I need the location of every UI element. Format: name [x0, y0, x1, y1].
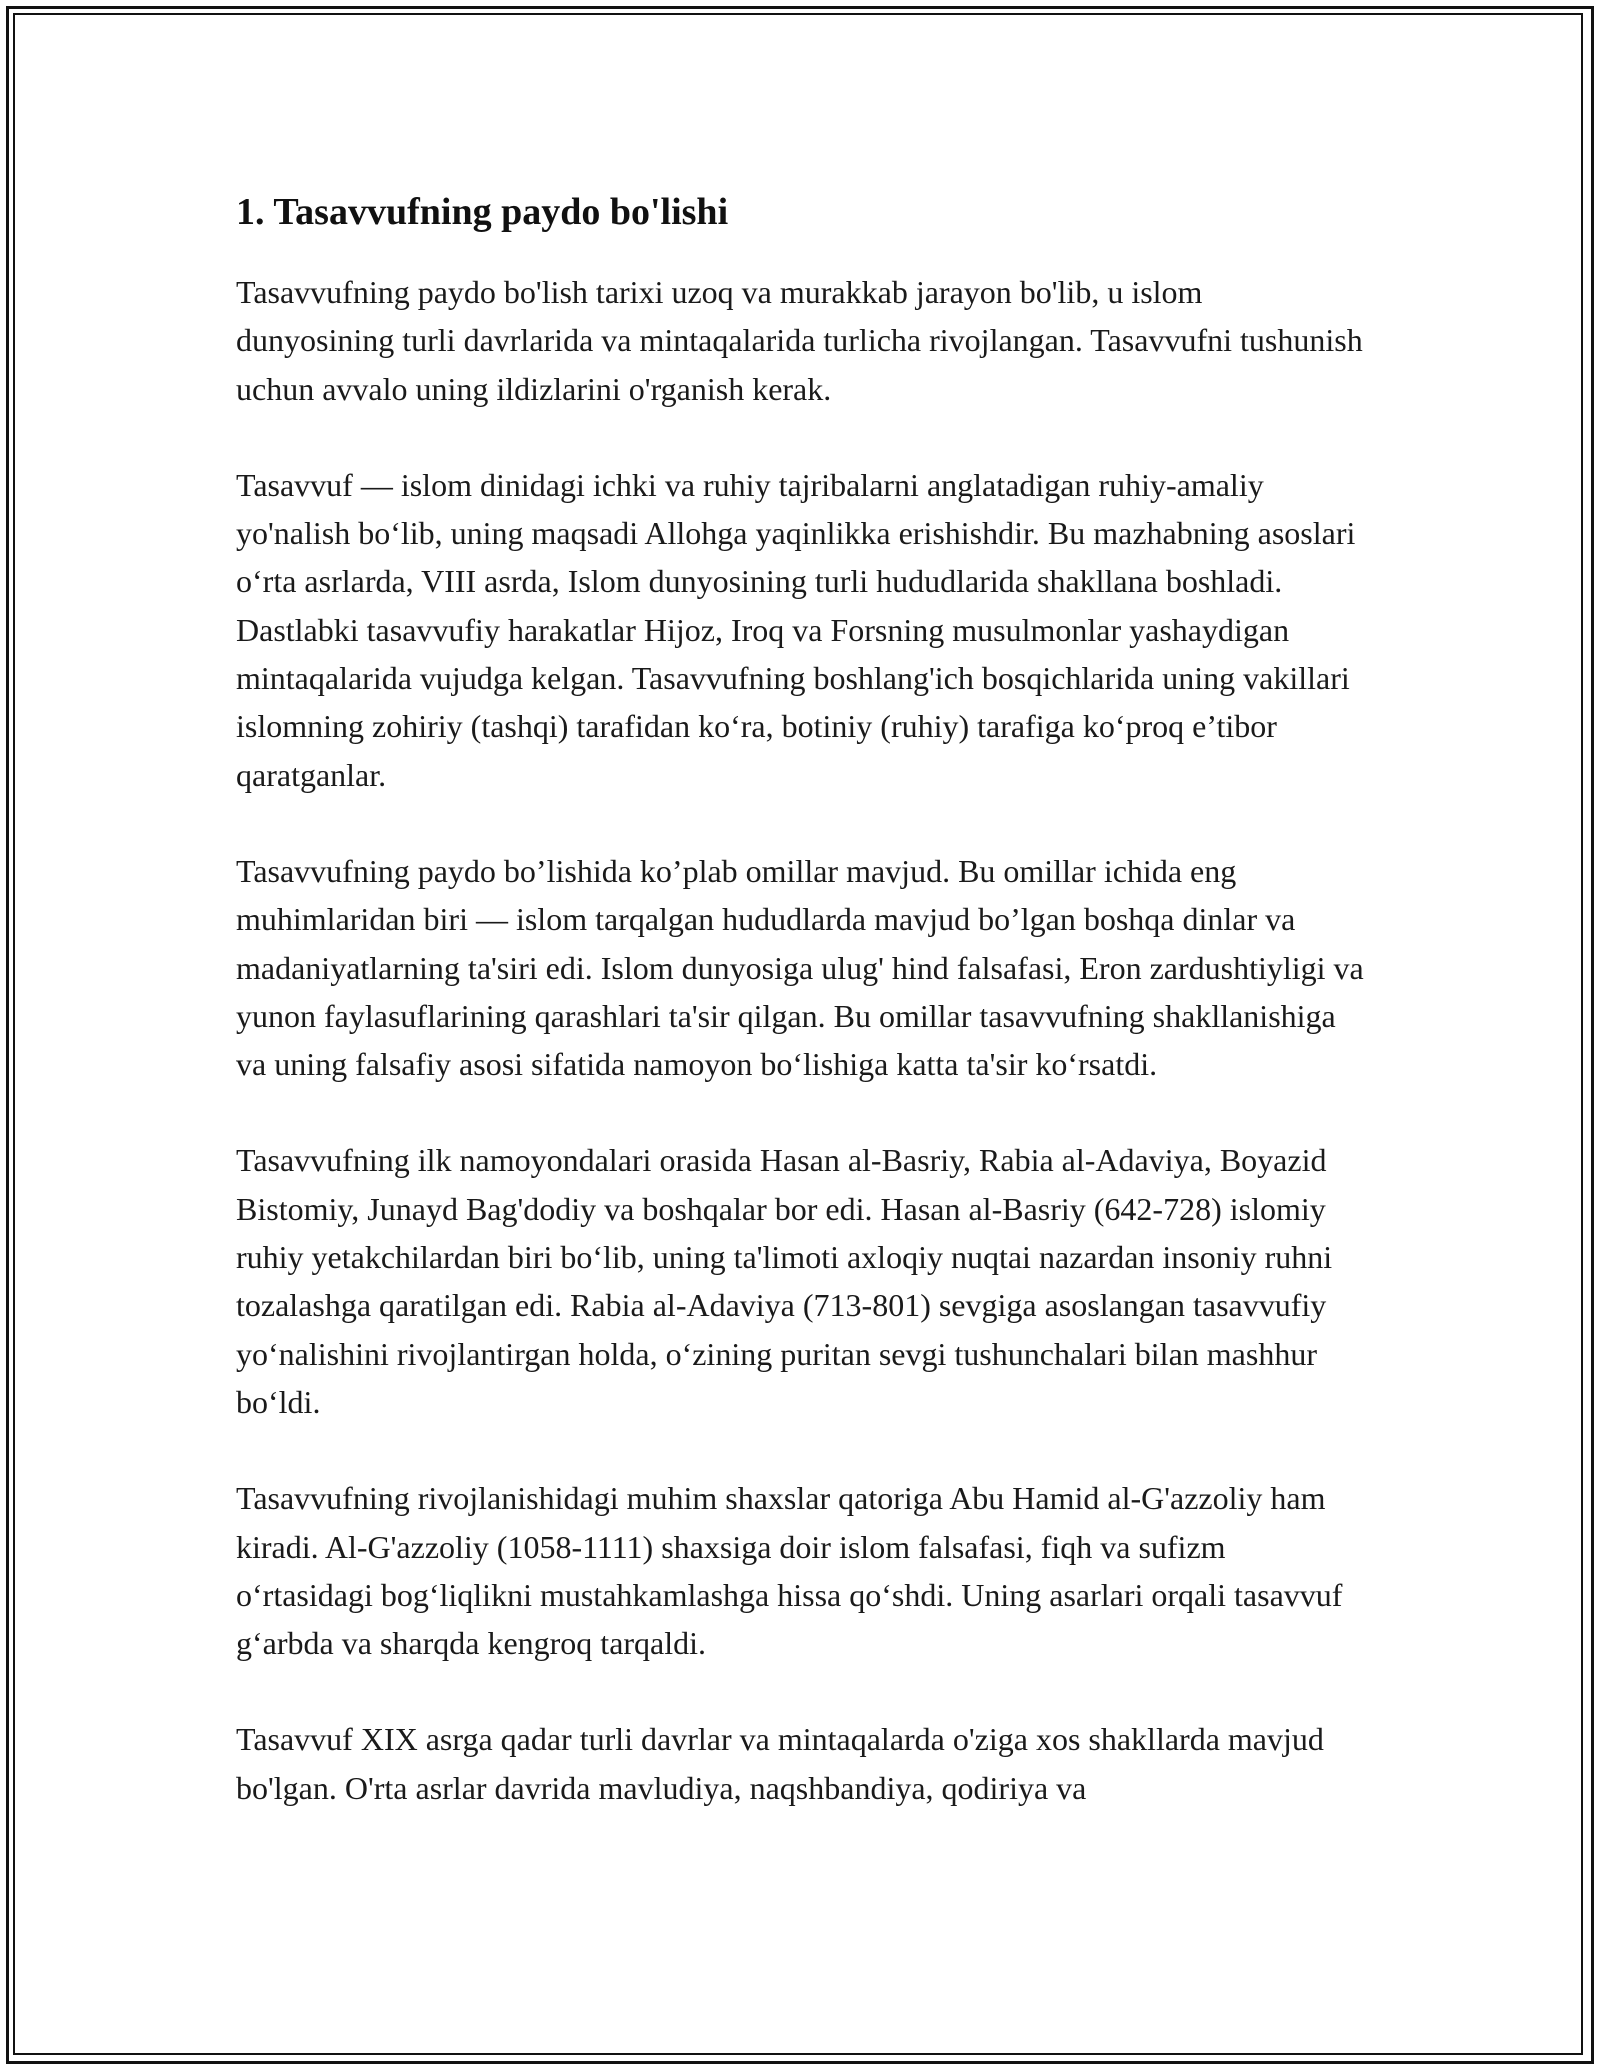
paragraph-origin-history: Tasavvufning paydo bo'lish tarixi uzoq va murakkab jarayon bo'lib, u islom dunyosining turli davrlarida va mintaqalarida turlicha rivojlangan. Tasavvufni tushunish uchun avvalo uning ildizlarini o'rganish kerak. [236, 274, 1363, 407]
document-body [236, 186, 1366, 1860]
paragraph-later-orders: Tasavvuf XIX asrga qadar turli davrlar va mintaqalarda o'ziga xos shakllarda mavjud bo'lgan. O'rta asrlar davrida mavludiya, naqshbandiya, qodiriya va [236, 1721, 1324, 1806]
paragraph-influences: Tasavvufning paydo bo’lishida ko’plab omillar mavjud. Bu omillar ichida eng muhimlaridan biri — islom tarqalgan hududlarda mavjud bo’lgan boshqa dinlar va madaniyatlarning ta'siri edi. Islom dunyosiga ulug' hind falsafasi, Eron zardushtiyligi va yunon faylasuflarining qarashlari ta'sir qilgan. Bu omillar tasavvufning shakllanishiga va uning falsafiy asosi sifatida namoyon bo‘lishiga katta ta'sir ko‘rsatdi. [236, 852, 1364, 1083]
paragraph-ghazali: Tasavvufning rivojlanishidagi muhim shaxslar qatoriga Abu Hamid al-G'azzoliy ham kiradi. Al-G'azzoliy (1058-1111) shaxsiga doir islom falsafasi, fiqh va sufizm o‘rtasidagi bog‘liqlikni mustahkamlashga hissa qo‘shdi. Uning asarlari orqali tasavvuf g‘arbda va sharqda kengroq tarqaldi. [236, 1480, 1343, 1662]
paragraph-definition: Tasavvuf — islom dinidagi ichki va ruhiy tajribalarni anglatadigan ruhiy-amaliy yo'nalish bo‘lib, uning maqsadi Allohga yaqinlikka erishishdir. Bu mazhabning asoslari o‘rta asrlarda, VIII asrda, Islom dunyosining turli hududlarida shakllana boshladi. Dastlabki tasavvufiy harakatlar Hijoz, Iroq va Forsning musulmonlar yashaydigan mintaqalarida vujudga kelgan. Tasavvufning boshlang'ich bosqichlarida uning vakillari islomning zohiriy (tashqi) tarafidan ko‘ra, botiniy (ruhiy) tarafiga ko‘proq e’tibor qaratganlar. [236, 466, 1356, 793]
section-heading: 1. Tasavvufning paydo bo'lishi [236, 191, 729, 233]
paragraph-early-figures: Tasavvufning ilk namoyondalari orasida Hasan al-Basriy, Rabia al-Adaviya, Boyazid Bistomiy, Junayd Bag'dodiy va boshqalar bor edi. Hasan al-Basriy (642-728) islomiy ruhiy yetakchilardan biri bo‘lib, uning ta'limoti axloqiy nuqtai nazardan insoniy ruhni tozalashga qaratilgan edi. Rabia al-Adaviya (713-801) sevgiga asoslangan tasavvufiy yo‘nalishini rivojlantirgan holda, o‘zining puritan sevgi tushunchalari bilan mashhur bo‘ldi. [236, 1142, 1333, 1420]
